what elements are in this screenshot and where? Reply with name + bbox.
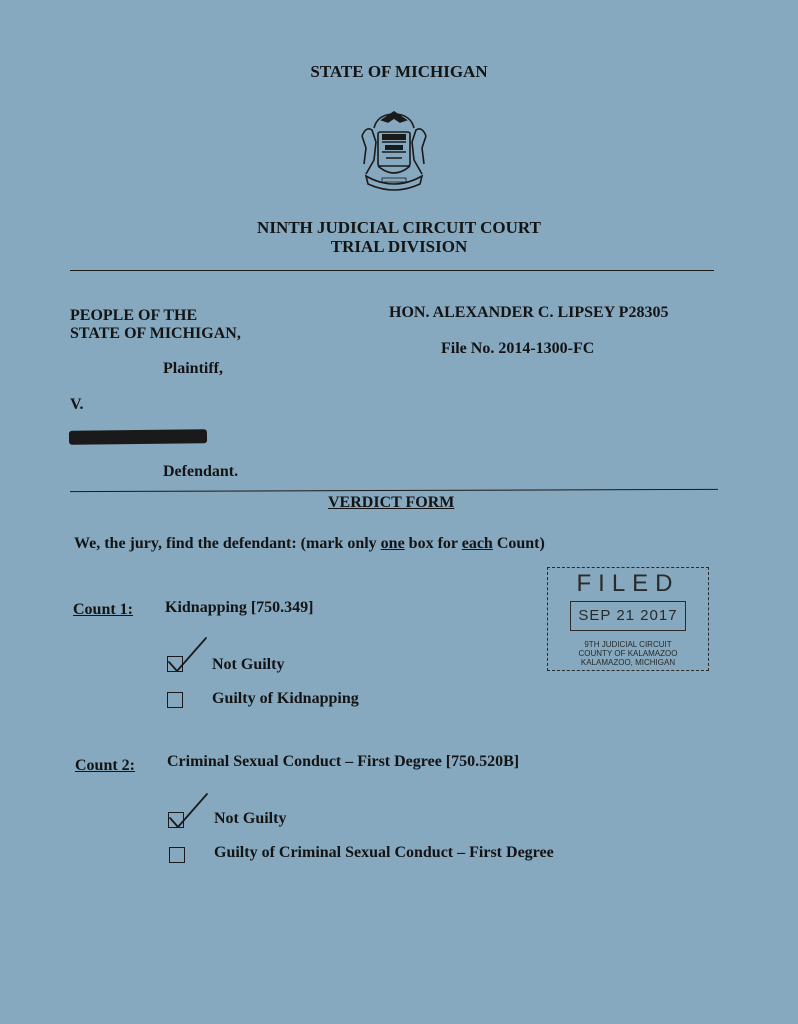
plaintiff-label: Plaintiff, bbox=[163, 360, 223, 377]
count-2-guilty-checkbox[interactable] bbox=[169, 847, 185, 863]
header-rule bbox=[70, 270, 714, 271]
file-number: File No. 2014-1300-FC bbox=[441, 340, 595, 357]
check-mark-icon bbox=[167, 792, 211, 832]
plaintiff-name-line2: STATE OF MICHIGAN, bbox=[70, 325, 241, 342]
count-1-charge: Kidnapping [750.349] bbox=[165, 599, 314, 616]
count-1-not-guilty-label: Not Guilty bbox=[212, 656, 285, 673]
judge-name: HON. ALEXANDER C. LIPSEY P28305 bbox=[389, 304, 669, 321]
state-heading: STATE OF MICHIGAN bbox=[310, 62, 488, 81]
form-title: VERDICT FORM bbox=[328, 494, 455, 511]
filed-stamp bbox=[547, 567, 709, 671]
check-mark-icon bbox=[166, 636, 210, 676]
stamp-title: FILED bbox=[576, 570, 680, 597]
michigan-state-seal-icon bbox=[352, 108, 436, 192]
stamp-court: 9TH JUDICIAL CIRCUIT COUNTY OF KALAMAZOO KALAMAZOO, MICHIGAN bbox=[578, 640, 678, 667]
caption-rule bbox=[70, 489, 718, 492]
jury-instruction: We, the jury, find the defendant: (mark only one box for each Count) bbox=[74, 535, 545, 552]
versus-label: V. bbox=[70, 396, 84, 413]
plaintiff-name-line1: PEOPLE OF THE bbox=[70, 307, 198, 324]
count-1-guilty-checkbox[interactable] bbox=[167, 692, 183, 708]
defendant-label: Defendant. bbox=[163, 463, 239, 480]
court-name: NINTH JUDICIAL CIRCUIT COURT bbox=[257, 218, 541, 237]
defendant-name-redaction bbox=[69, 429, 207, 444]
count-2-label: Count 2: bbox=[75, 757, 136, 774]
count-2-not-guilty-label: Not Guilty bbox=[214, 810, 287, 827]
count-2-charge: Criminal Sexual Conduct – First Degree [750.520B] bbox=[167, 753, 520, 770]
count-2-guilty-label: Guilty of Criminal Sexual Conduct – First Degree bbox=[214, 844, 554, 861]
count-1-guilty-label: Guilty of Kidnapping bbox=[212, 690, 359, 707]
count-1-label: Count 1: bbox=[73, 601, 134, 618]
court-division: TRIAL DIVISION bbox=[330, 237, 468, 256]
stamp-date: SEP 21 2017 bbox=[570, 601, 686, 631]
